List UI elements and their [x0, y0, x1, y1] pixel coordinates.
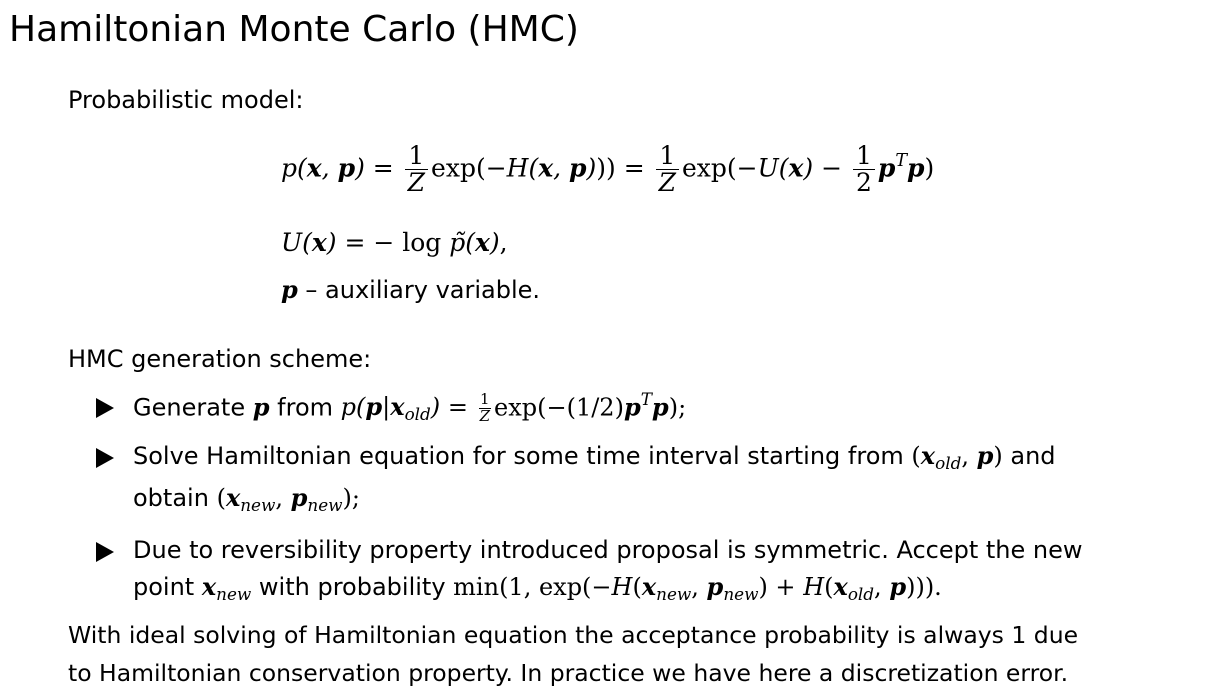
auxiliary-variable-text: – auxiliary variable. — [305, 276, 541, 304]
bullet-accept-probability: with probability — [258, 573, 446, 601]
scheme-heading: HMC generation scheme: — [68, 345, 372, 373]
energy-equation: U(x) = − log p̃(x), — [281, 228, 508, 257]
conclusion-line1: With ideal solving of Hamiltonian equation the acceptance probability is always 1 due — [68, 621, 1079, 649]
bullet-solve-obtain: obtain — [133, 484, 209, 512]
bullet-accept-line2: point $x_{new}$ with probability min(1, $\exp(-H(x_{new}$, $p_{new}) + H(x_{old}$, p))). — [133, 572, 942, 605]
bullet-marker-icon — [96, 542, 114, 562]
bullet-marker-icon — [96, 398, 114, 418]
bullet-accept-point: point — [133, 573, 195, 601]
joint-density-equation: p(x, p) = $\frac{1}{Z}$ exp(−H(x, p))) = $\frac{1}{Z}$ exp(−U(x) − $\frac{1}{2}$ $p^Tp$) — [281, 141, 935, 198]
slide-title: Hamiltonian Monte Carlo (HMC) — [9, 9, 579, 50]
bullet-solve-line1: Solve Hamiltonian equation for some time interval starting from ($x_{old}$, p) and — [133, 441, 1056, 474]
conclusion-line2: to Hamiltonian conservation property. In practice we have here a discretization error. — [68, 659, 1069, 687]
bullet-marker-icon — [96, 448, 114, 468]
bullet-generate-from: from — [277, 393, 334, 422]
bullet-solve-prefix: Solve Hamiltonian equation for some time interval starting from — [133, 442, 904, 470]
bullet-solve-and: and — [1010, 442, 1056, 470]
bullet-generate-prefix: Generate — [133, 393, 246, 422]
bullet-solve-line2: obtain ($x_{new}$, $p_{new}$); — [133, 483, 360, 516]
bullet-generate: Generate p from $p(p|x_{old})$ = $\frac{1}{Z}$ $\exp(-(1/2)p^Tp)$; — [133, 389, 687, 425]
model-heading: Probabilistic model: — [68, 86, 304, 114]
bullet-accept-line1: Due to reversibility property introduced proposal is symmetric. Accept the new — [133, 536, 1083, 564]
auxiliary-variable-line: p – auxiliary variable. — [281, 275, 541, 304]
